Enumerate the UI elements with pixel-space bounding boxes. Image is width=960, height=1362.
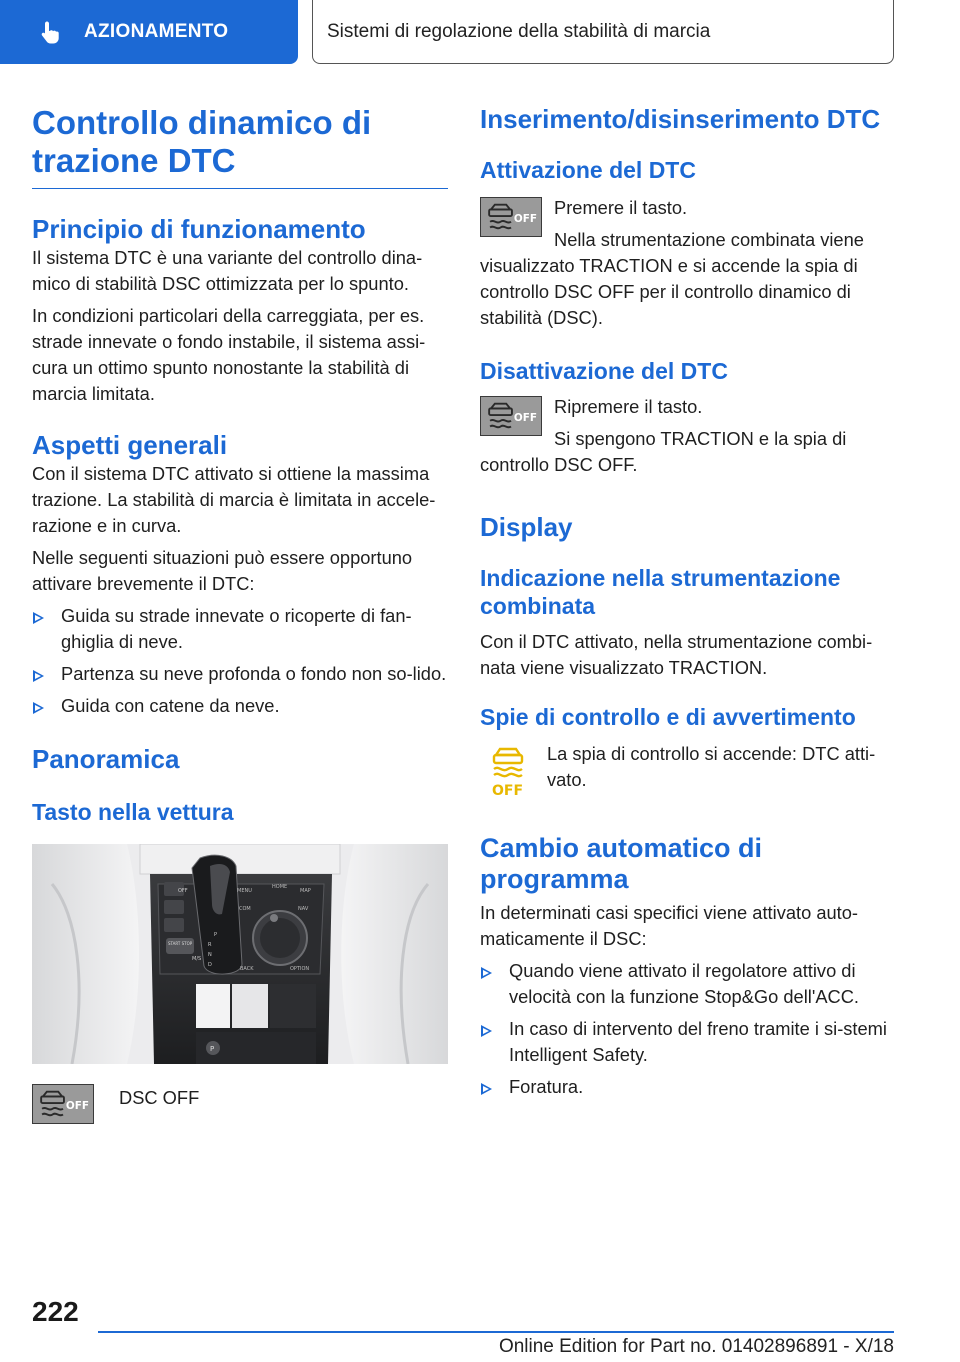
- label-back: BACK: [240, 966, 254, 972]
- label-com: COM: [239, 906, 251, 912]
- lamp-off-text: OFF: [492, 783, 524, 797]
- heading-attivazione: Attivazione del DTC: [480, 157, 696, 183]
- left-column: [32, 100, 448, 1128]
- bullet-triangle-icon: [481, 1083, 492, 1095]
- list-item: [32, 661, 448, 687]
- label-map: MAP: [300, 888, 311, 894]
- dtc-button-icon-2: [480, 396, 542, 436]
- paragraph-cambio: In determinati casi specifici viene attivato auto-maticamente il DSC:: [480, 902, 858, 949]
- page-number: 222: [32, 1296, 79, 1327]
- list-item: [32, 603, 448, 655]
- bullet-triangle-icon: [481, 1025, 492, 1037]
- btn-off-text: OFF: [513, 212, 537, 225]
- list-item-text: In caso di intervento del freno tramite i si-stemi Intelligent Safety.: [509, 1018, 887, 1065]
- dsc-off-row: [32, 1084, 448, 1128]
- heading-cambio: Cambio automatico di programma: [480, 833, 763, 894]
- heading-panoramica: Panoramica: [32, 744, 180, 774]
- bullet-triangle-icon: [33, 670, 44, 682]
- list-item-text: Foratura.: [509, 1076, 584, 1097]
- disattivazione-row: [480, 394, 894, 426]
- paragraph-aspetti-2: Nelle seguenti situazioni può essere opportuno attivare brevemente il DTC:: [32, 547, 413, 594]
- label-home: HOME: [272, 884, 288, 890]
- heading-display: Display: [480, 512, 573, 542]
- section-label: AZIONAMENTO: [84, 21, 229, 42]
- list-item: [480, 1016, 894, 1068]
- svg-text:P: P: [210, 1045, 215, 1053]
- bullet-triangle-icon: [33, 612, 44, 624]
- list-item-text: Quando viene attivato il regolatore attivo di velocità con la funzione Stop&Go dell'ACC.: [509, 960, 860, 1007]
- attivazione-step-1: Premere il tasto.: [554, 197, 688, 218]
- heading-disattivazione: Disattivazione del DTC: [480, 358, 728, 384]
- dsc-btn-off-text: OFF: [65, 1099, 89, 1112]
- label-ms: M/S: [192, 956, 202, 962]
- disattivazione-step-1: Ripremere il tasto.: [554, 396, 703, 417]
- heading-inserimento: Inserimento/disinserimento DTC: [480, 104, 881, 134]
- bullet-triangle-icon: [481, 967, 492, 979]
- disattivazione-step-2: Si spengono TRACTION e la spia di controllo DSC OFF.: [480, 428, 847, 475]
- center-console-illustration: [32, 844, 448, 1064]
- right-column: [480, 100, 894, 1100]
- dsc-off-button-icon: [32, 1084, 94, 1124]
- heading-principio: Principio di funzionamento: [32, 214, 366, 244]
- topic-label: Sistemi di regolazione della stabilità di marcia: [327, 20, 711, 42]
- label-nav: NAV: [298, 906, 309, 912]
- dsc-off-label: DSC OFF: [119, 1087, 200, 1108]
- btn-off-text-2: OFF: [513, 411, 537, 424]
- label-option: OPTION: [290, 966, 310, 972]
- attivazione-row: [480, 195, 894, 227]
- footer-divider: [98, 1331, 894, 1333]
- heading-indicazione: Indicazione nella strumentazione combinata: [480, 565, 841, 619]
- heading-tasto: Tasto nella vettura: [32, 799, 234, 825]
- hand-pointer-icon: [38, 19, 64, 45]
- bullet-triangle-icon: [33, 702, 44, 714]
- list-item-text: Partenza su neve profonda o fondo non so-lido.: [61, 663, 447, 684]
- paragraph-aspetti-1: Con il sistema DTC attivato si ottiene la massima trazione. La stabilità di marcia è limitata in accele-razione e in curva.: [32, 463, 436, 536]
- dtc-button-icon: [480, 197, 542, 237]
- label-p: P: [214, 932, 218, 938]
- paragraph-spie: La spia di controllo si accende: DTC atti-vato.: [547, 743, 876, 790]
- label-r: R: [208, 942, 212, 948]
- list-item-text: Guida con catene da neve.: [61, 695, 280, 716]
- heading-aspetti: Aspetti generali: [32, 430, 228, 460]
- label-menu: MENU: [237, 888, 252, 894]
- list-item: [480, 1074, 894, 1100]
- label-off-small: OFF: [178, 888, 188, 894]
- center-console-photo: [32, 844, 448, 1064]
- label-n: N: [208, 952, 212, 958]
- label-d: D: [208, 962, 212, 968]
- list-item: [32, 693, 448, 719]
- list-item: [480, 958, 894, 1010]
- paragraph-principio-1: Il sistema DTC è una variante del controllo dina-mico di stabilità DSC ottimizzata per lo spunto.: [32, 247, 423, 294]
- paragraph-principio-2: In condizioni particolari della carreggiata, per es. strade innevate o fondo instabile, il sistema assi-cura un ottimo spunto nonostante la stabilità di marcia limitata.: [32, 305, 426, 404]
- heading-spie: Spie di controllo e di avvertimento: [480, 704, 856, 730]
- topic-header: [312, 0, 894, 64]
- footer-edition: Online Edition for Part no. 01402896891 - X/18: [498, 1336, 894, 1357]
- page-title: Controllo dinamico di trazione DTC: [32, 100, 448, 189]
- attivazione-step-2: Nella strumentazione combinata viene visualizzato TRACTION e si accende la spia di controllo DSC OFF per il controllo dinamico di stabilità (DSC).: [480, 229, 864, 328]
- paragraph-indicazione: Con il DTC attivato, nella strumentazione combi-nata viene visualizzato TRACTION.: [480, 631, 873, 678]
- dtc-warning-lamp-icon: [490, 745, 526, 797]
- label-start: START STOP: [168, 941, 193, 946]
- list-item-text: Guida su strade innevate o ricoperte di fan-ghiglia di neve.: [61, 605, 412, 652]
- section-tab[interactable]: [0, 0, 298, 64]
- spie-row: [480, 741, 894, 801]
